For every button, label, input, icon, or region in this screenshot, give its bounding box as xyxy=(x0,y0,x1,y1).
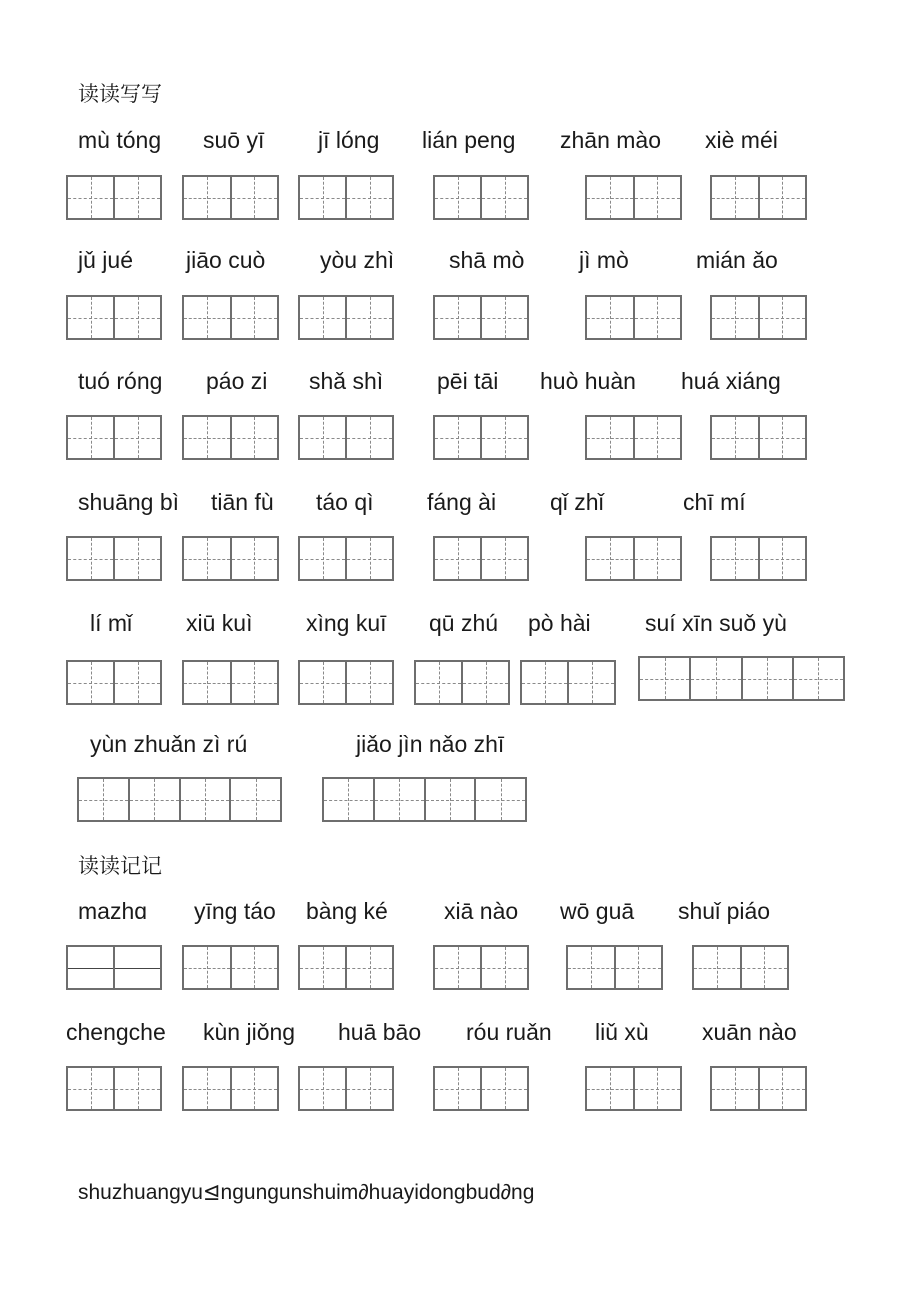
character-cell[interactable] xyxy=(712,538,760,579)
character-cell[interactable] xyxy=(184,297,232,338)
character-cell[interactable] xyxy=(68,662,115,703)
writing-grid[interactable] xyxy=(414,660,510,705)
character-cell[interactable] xyxy=(435,417,482,458)
character-cell[interactable] xyxy=(482,297,527,338)
writing-grid[interactable] xyxy=(298,295,394,340)
writing-grid[interactable] xyxy=(585,1066,682,1111)
character-cell[interactable] xyxy=(712,177,760,218)
character-cell[interactable] xyxy=(347,1068,392,1109)
writing-grid[interactable] xyxy=(322,777,527,822)
pinyin-label: róu ruǎn xyxy=(466,1019,552,1045)
writing-grid[interactable] xyxy=(520,660,616,705)
writing-grid[interactable] xyxy=(433,295,529,340)
writing-grid[interactable] xyxy=(182,415,279,460)
character-cell[interactable] xyxy=(794,658,843,699)
character-cell[interactable] xyxy=(115,538,160,579)
writing-grid[interactable] xyxy=(433,536,529,581)
character-cell[interactable] xyxy=(635,538,681,579)
character-cell[interactable] xyxy=(231,779,280,820)
writing-grid[interactable] xyxy=(182,175,279,220)
pinyin-label: jǔ jué xyxy=(78,247,133,273)
pinyin-label: yùn zhuǎn zì rú xyxy=(90,731,248,757)
pinyin-label: chī mí xyxy=(683,489,746,515)
pinyin-label: qǐ zhǐ xyxy=(550,489,604,515)
pinyin-label: suí xīn suǒ yù xyxy=(645,610,787,636)
pinyin-label: qū zhú xyxy=(429,610,499,636)
pinyin-label: bàng ké xyxy=(306,898,388,924)
writing-grid[interactable] xyxy=(182,1066,279,1111)
writing-grid[interactable] xyxy=(638,656,845,701)
pinyin-label: suō yī xyxy=(203,127,265,153)
pinyin-label: shǎ shì xyxy=(309,368,384,394)
character-cell[interactable] xyxy=(435,177,482,218)
pinyin-label: jì mò xyxy=(579,247,629,273)
writing-grid[interactable] xyxy=(433,175,529,220)
character-cell[interactable] xyxy=(635,417,681,458)
character-cell[interactable] xyxy=(416,662,463,703)
writing-grid[interactable] xyxy=(710,295,807,340)
character-cell[interactable] xyxy=(375,779,426,820)
writing-grid[interactable] xyxy=(66,175,162,220)
section-title-read-remember: 读读记记 xyxy=(78,854,162,878)
writing-grid[interactable] xyxy=(77,777,282,822)
character-cell[interactable] xyxy=(115,417,160,458)
character-cell[interactable] xyxy=(435,538,482,579)
pinyin-label: shuǐ piáo xyxy=(678,898,771,924)
character-cell[interactable] xyxy=(435,297,482,338)
pinyin-label: xiā nào xyxy=(444,898,519,924)
character-cell[interactable] xyxy=(184,1068,232,1109)
writing-grid[interactable] xyxy=(66,295,162,340)
character-cell[interactable] xyxy=(760,1068,806,1109)
section-title-read-write: 读读写写 xyxy=(78,82,162,106)
writing-grid[interactable] xyxy=(182,536,279,581)
writing-grid[interactable] xyxy=(66,660,162,705)
writing-grid[interactable] xyxy=(710,175,807,220)
writing-grid[interactable] xyxy=(298,536,394,581)
character-cell[interactable] xyxy=(635,297,681,338)
character-cell[interactable] xyxy=(347,947,392,988)
writing-grid[interactable] xyxy=(298,415,394,460)
writing-grid[interactable] xyxy=(182,945,279,990)
character-cell[interactable] xyxy=(742,947,788,988)
character-cell[interactable] xyxy=(712,1068,760,1109)
writing-grid[interactable] xyxy=(433,945,529,990)
pinyin-label: lián peng xyxy=(422,127,516,153)
pinyin-label: yòu zhì xyxy=(320,247,395,273)
character-cell[interactable] xyxy=(435,947,482,988)
writing-grid[interactable] xyxy=(66,415,162,460)
character-cell[interactable] xyxy=(232,662,278,703)
character-cell[interactable] xyxy=(181,779,232,820)
writing-grid[interactable] xyxy=(298,945,394,990)
pinyin-label: chengche xyxy=(66,1019,166,1045)
character-cell[interactable] xyxy=(115,177,160,218)
writing-grid[interactable] xyxy=(66,1066,162,1111)
pinyin-label: xìng kuī xyxy=(306,610,387,636)
character-cell[interactable] xyxy=(691,658,742,699)
pinyin-label: jī lóng xyxy=(318,127,380,153)
pinyin-label: táo qì xyxy=(316,489,374,515)
character-cell[interactable] xyxy=(640,658,691,699)
character-cell[interactable] xyxy=(68,297,115,338)
character-cell[interactable] xyxy=(232,538,278,579)
character-cell[interactable] xyxy=(68,538,115,579)
writing-grid[interactable] xyxy=(692,945,789,990)
character-cell[interactable] xyxy=(300,538,347,579)
writing-grid[interactable] xyxy=(298,1066,394,1111)
character-cell[interactable] xyxy=(635,1068,681,1109)
writing-grid[interactable] xyxy=(585,415,682,460)
character-cell[interactable] xyxy=(184,417,232,458)
character-cell[interactable] xyxy=(347,662,392,703)
character-cell[interactable] xyxy=(68,1068,115,1109)
character-cell[interactable] xyxy=(347,297,392,338)
writing-grid[interactable] xyxy=(66,536,162,581)
character-cell[interactable] xyxy=(347,177,392,218)
character-cell[interactable] xyxy=(300,947,347,988)
character-cell[interactable] xyxy=(587,1068,635,1109)
pinyin-label: xuān nào xyxy=(702,1019,797,1045)
pinyin-label: mazhɑ xyxy=(78,898,148,924)
character-cell[interactable] xyxy=(587,297,635,338)
character-cell[interactable] xyxy=(68,947,115,988)
character-cell[interactable] xyxy=(115,947,160,988)
pinyin-label: huá xiáng xyxy=(681,368,781,394)
pinyin-label: shā mò xyxy=(449,247,525,273)
character-cell[interactable] xyxy=(300,1068,347,1109)
character-cell[interactable] xyxy=(426,779,477,820)
character-cell[interactable] xyxy=(712,417,760,458)
character-cell[interactable] xyxy=(568,947,616,988)
pinyin-label: liǔ xù xyxy=(595,1019,649,1045)
writing-grid[interactable] xyxy=(585,536,682,581)
character-cell[interactable] xyxy=(712,297,760,338)
character-cell[interactable] xyxy=(300,662,347,703)
character-cell[interactable] xyxy=(482,177,527,218)
writing-grid[interactable] xyxy=(566,945,663,990)
character-cell[interactable] xyxy=(587,177,635,218)
pinyin-label: pò hài xyxy=(528,610,591,636)
pinyin-label: fáng ài xyxy=(427,489,497,515)
pinyin-label: tuó róng xyxy=(78,368,163,394)
pinyin-label: xiū kuì xyxy=(186,610,253,636)
character-cell[interactable] xyxy=(587,417,635,458)
character-cell[interactable] xyxy=(760,177,806,218)
character-cell[interactable] xyxy=(300,417,347,458)
character-cell[interactable] xyxy=(760,297,806,338)
writing-grid[interactable] xyxy=(710,415,807,460)
character-cell[interactable] xyxy=(587,538,635,579)
character-cell[interactable] xyxy=(300,297,347,338)
character-cell[interactable] xyxy=(232,417,278,458)
character-cell[interactable] xyxy=(482,538,527,579)
character-cell[interactable] xyxy=(232,947,278,988)
character-cell[interactable] xyxy=(569,662,614,703)
character-cell[interactable] xyxy=(184,662,232,703)
character-cell[interactable] xyxy=(115,662,160,703)
character-cell[interactable] xyxy=(694,947,742,988)
writing-grid[interactable] xyxy=(710,536,807,581)
pinyin-label: jiāo cuò xyxy=(186,247,266,273)
pinyin-label: lí mǐ xyxy=(90,610,133,636)
pinyin-label: páo zi xyxy=(206,368,268,394)
writing-grid[interactable] xyxy=(182,295,279,340)
pinyin-label: jiǎo jìn nǎo zhī xyxy=(356,731,505,757)
character-cell[interactable] xyxy=(476,779,525,820)
character-cell[interactable] xyxy=(68,177,115,218)
character-cell[interactable] xyxy=(184,177,232,218)
character-cell[interactable] xyxy=(635,177,681,218)
writing-grid[interactable] xyxy=(710,1066,807,1111)
pinyin-label: shuāng bì xyxy=(78,489,180,515)
writing-grid[interactable] xyxy=(585,295,682,340)
writing-grid[interactable] xyxy=(433,415,529,460)
writing-grid[interactable] xyxy=(182,660,279,705)
writing-grid[interactable] xyxy=(298,175,394,220)
pinyin-footer-line: shuzhuangyu⊴ngungunshuim∂huayidongbud∂ng xyxy=(78,1181,535,1204)
character-cell[interactable] xyxy=(435,1068,482,1109)
writing-grid[interactable] xyxy=(66,945,162,990)
character-cell[interactable] xyxy=(482,1068,527,1109)
character-cell[interactable] xyxy=(616,947,662,988)
character-cell[interactable] xyxy=(79,779,130,820)
character-cell[interactable] xyxy=(743,658,794,699)
character-cell[interactable] xyxy=(115,297,160,338)
character-cell[interactable] xyxy=(482,947,527,988)
pinyin-label: tiān fù xyxy=(211,489,274,515)
pinyin-label: zhān mào xyxy=(560,127,662,153)
pinyin-label: huā bāo xyxy=(338,1019,422,1045)
character-cell[interactable] xyxy=(184,947,232,988)
writing-grid[interactable] xyxy=(298,660,394,705)
character-cell[interactable] xyxy=(232,177,278,218)
character-cell[interactable] xyxy=(324,779,375,820)
character-cell[interactable] xyxy=(184,538,232,579)
character-cell[interactable] xyxy=(130,779,181,820)
character-cell[interactable] xyxy=(68,417,115,458)
pinyin-label: huò huàn xyxy=(540,368,636,394)
pinyin-label: mù tóng xyxy=(78,127,162,153)
writing-grid[interactable] xyxy=(433,1066,529,1111)
character-cell[interactable] xyxy=(482,417,527,458)
character-cell[interactable] xyxy=(232,1068,278,1109)
character-cell[interactable] xyxy=(760,417,806,458)
writing-grid[interactable] xyxy=(585,175,682,220)
pinyin-label: kùn jiǒng xyxy=(203,1019,296,1045)
character-cell[interactable] xyxy=(232,297,278,338)
pinyin-label: mián ǎo xyxy=(696,247,778,273)
pinyin-label: xiè méi xyxy=(705,127,778,153)
character-cell[interactable] xyxy=(760,538,806,579)
pinyin-label: pēi tāi xyxy=(437,368,499,394)
character-cell[interactable] xyxy=(115,1068,160,1109)
character-cell[interactable] xyxy=(522,662,569,703)
pinyin-label: wō guā xyxy=(560,898,635,924)
pinyin-label: yīng táo xyxy=(194,898,276,924)
character-cell[interactable] xyxy=(347,538,392,579)
character-cell[interactable] xyxy=(300,177,347,218)
character-cell[interactable] xyxy=(347,417,392,458)
character-cell[interactable] xyxy=(463,662,508,703)
